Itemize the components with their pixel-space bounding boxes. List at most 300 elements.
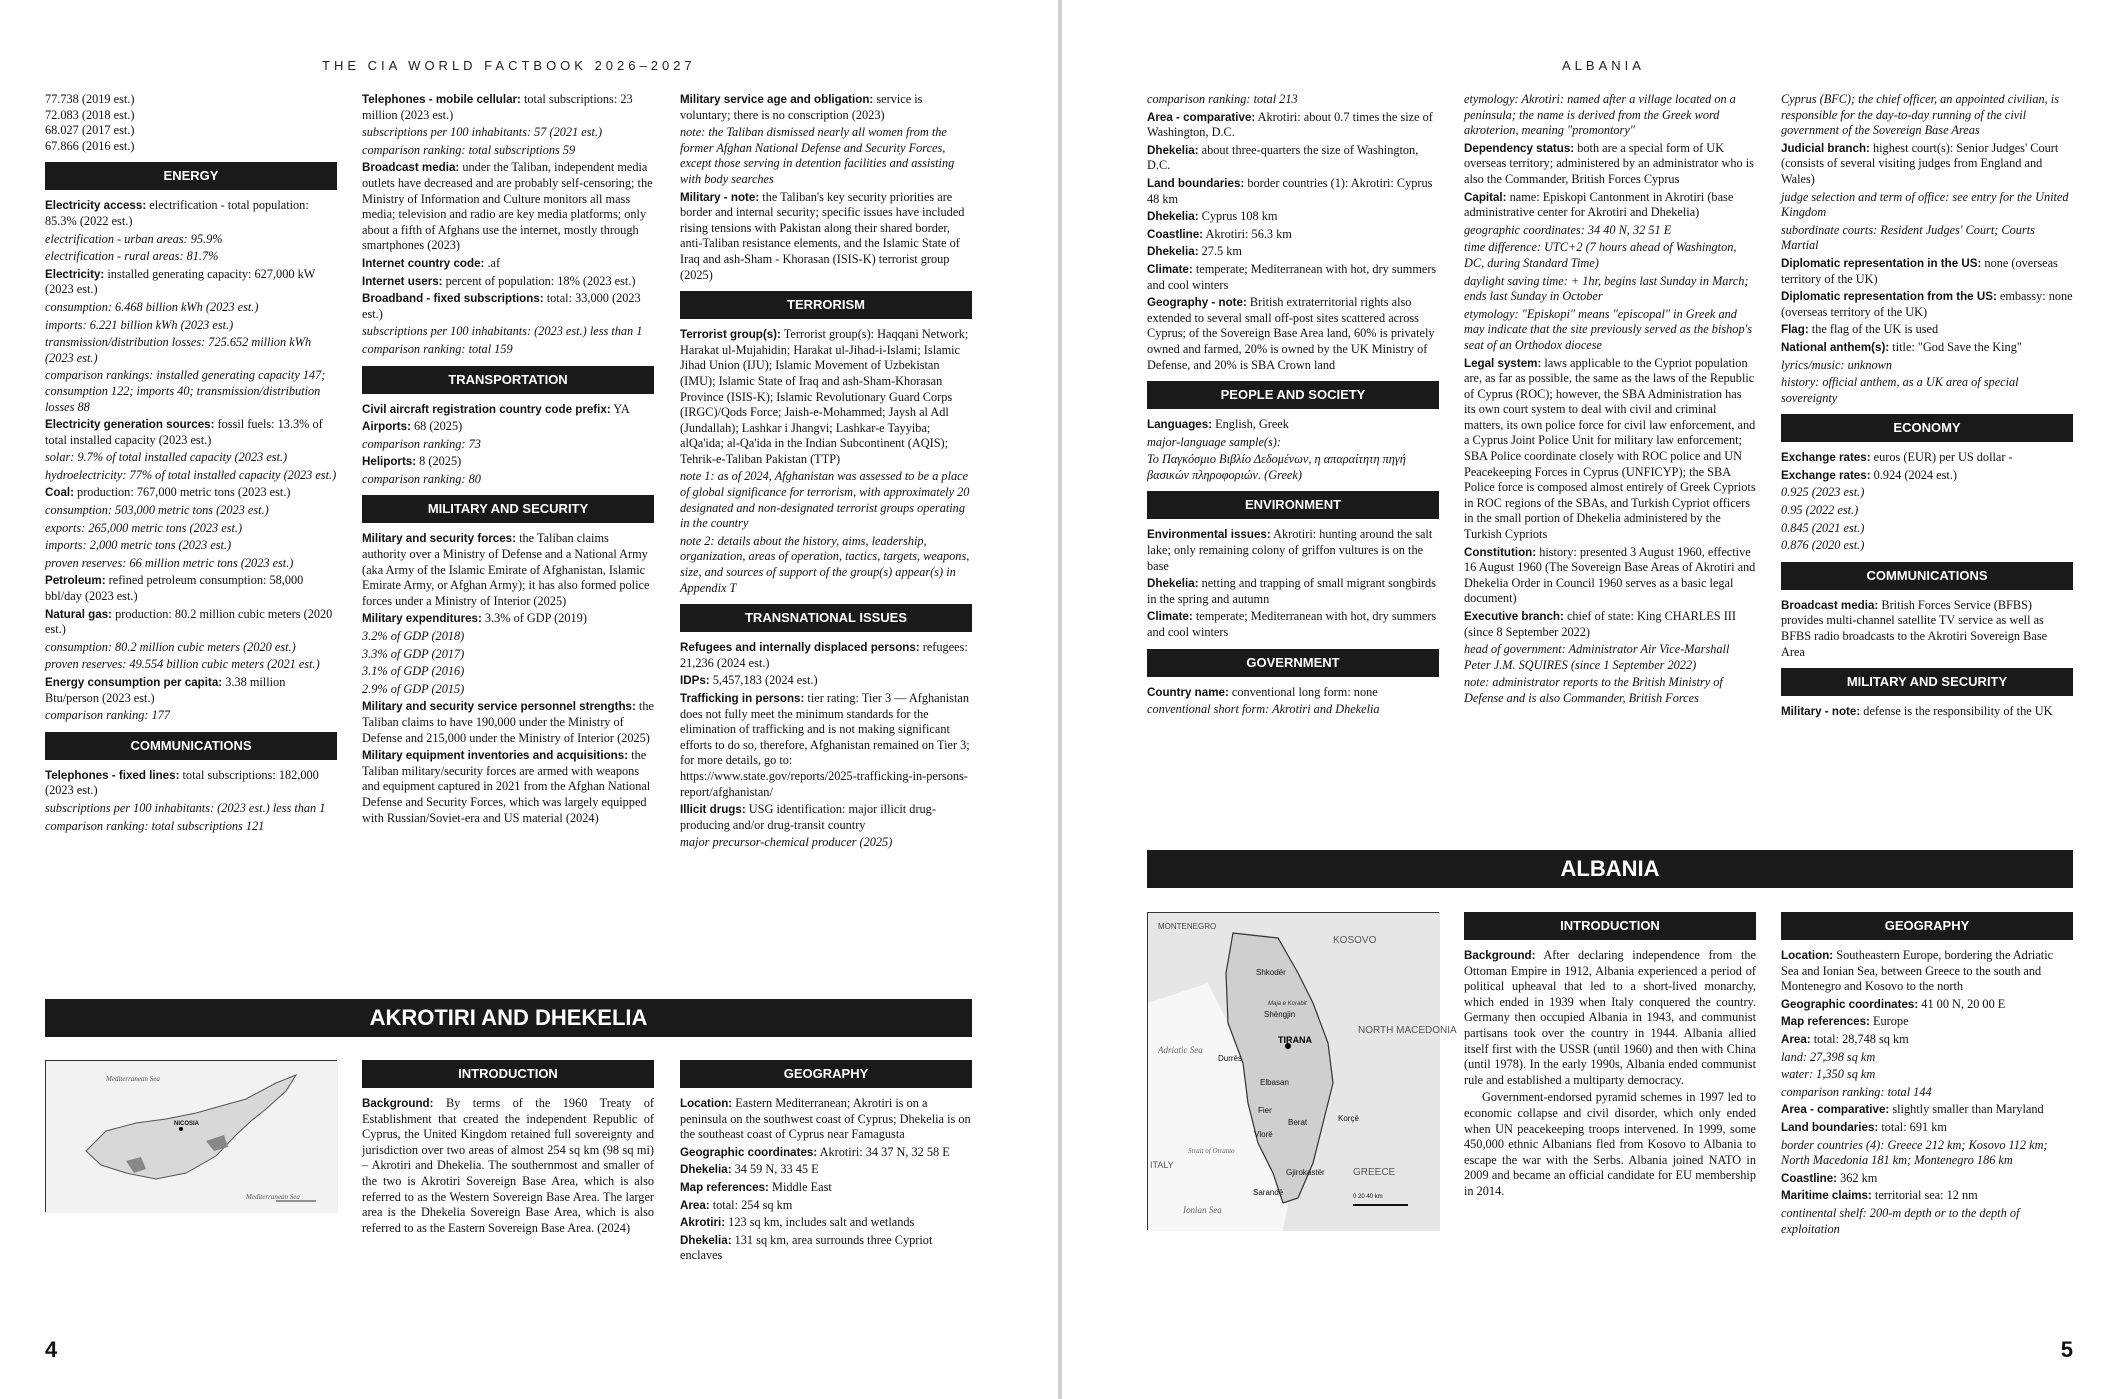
entry-value: comparison ranking: total subscriptions 121 [45,818,265,833]
entry [1147,702,1439,718]
entry [45,640,337,656]
entry [1781,1120,2073,1136]
entry-value: the Taliban military/security forces are armed with weapons and equipment captured in 2021 from the Afghan National Defense and Security Forces, which was largely equipped with Russian/Soviet-era and US material (2024) [362,748,651,825]
entry-key: Coastline: [1781,1171,1838,1185]
entry [45,335,337,366]
entry-key: Legal system: [1464,356,1542,370]
entry-value: etymology: "Episkopi" means "episcopal" in Greek and may indicate that the site previously served as the bishop's seat of an Orthodox diocese [1464,306,1753,352]
entry-value: proven reserves: 49.554 billion cubic meters (2021 est.) [45,657,320,672]
entry-key: Dhekelia: [1147,210,1199,224]
entry-value: note: the Taliban dismissed nearly all women from the former Afghan National Defense and Security Forces, except those serving in detention facilities and assisting with body searches [680,125,955,186]
entry-key: Energy consumption per capita: [45,676,223,689]
entry-value: comparison ranking: total 213 [1147,92,1298,106]
entry-key: Judicial branch: [1781,141,1870,155]
entry [1147,527,1439,574]
entry-key: Area: [1781,1032,1811,1046]
entry [1781,450,2073,466]
entry-key: Environmental issues: [1147,528,1271,542]
entry [1147,92,1439,108]
entry [680,673,972,689]
entry-value: comparison ranking: 177 [45,708,171,723]
map-label-sarande: Sarandë [1253,1188,1284,1197]
entry-value: 2.9% of GDP (2015) [362,681,465,696]
entry [1147,209,1439,225]
entry [45,232,337,248]
albania-intro-header: INTRODUCTION [1464,912,1756,940]
akrotiri-geo-column [680,1060,972,1266]
entry [362,143,654,159]
entry-value: conventional long form: none [1228,684,1378,699]
entry-value: Terrorist group(s): Haqqani Network; Harakat ul-Mujahidin; Harakat ul-Jihad-i-Islami; Islamic Jihad Union (IJU); Islamic Movement of Uzbekistan (IMU); Islamic State of Iraq and ash-Sham-Khorasan Province (ISIS-K); Islamic Revolutionary Guard Corps (IRGC)/Qods Force; Jaish-e-Mohammed; Jaysh al Adl (Jundallah); Lashkar i Jhangvi; Lashkar-e Tayyiba; alQa'ida; al-Qa'ida in the Indian Subcontinent (AQIS); Tehrik-e-Taliban Pakistan (TTP) [680,327,969,466]
akrotiri-intro-header: INTRODUCTION [362,1060,654,1088]
transnational-section [680,640,972,851]
entry [1781,485,2073,501]
map-scale-label: 0 20 40 km [1353,1194,1383,1200]
entry-value: installed generating capacity: 627,000 kW (2023 est.) [45,266,316,297]
government-continued-2 [1781,92,2073,406]
entry [1147,244,1439,260]
entry-key: Military expenditures: [362,612,482,626]
economy-section [1781,450,2073,554]
communications-section [1781,598,2073,660]
entry-key: Coal: [45,486,74,500]
entry [1147,295,1439,373]
right-column-1 [1147,92,1439,720]
entry [1781,468,2073,484]
entry [362,472,654,488]
entry [1464,675,1756,706]
entry [45,556,337,572]
entry [1781,948,2073,995]
entry-value: 131 sq km, area surrounds three Cypriot enclaves [680,1232,933,1263]
entry [680,534,972,596]
entry-value: temperate; Mediterranean with hot, dry summers and cool winters [1147,609,1437,640]
entry [1781,538,2073,554]
entry-key: Maritime claims: [1781,1189,1872,1203]
entry-value: Akrotiri: 56.3 km [1203,226,1292,241]
entry-key: Area - comparative: [1147,110,1256,124]
entry-key: Refugees and internally displaced persons: [680,641,920,655]
entry [1781,704,2073,720]
military-section [1781,704,2073,720]
entry-key: Capital: [1464,190,1507,204]
entry-value: chief of state: King CHARLES III (since 8 September 2022) [1464,609,1736,639]
entry-value: comparison ranking: total 159 [362,341,513,356]
left-column-2 [362,92,654,828]
entry-value: daylight saving time: + 1hr, begins last Sunday in March; ends last Sunday in October [1464,273,1749,304]
entry-value: comparison ranking: 80 [362,471,481,486]
entry-value: under the Taliban, independent media outlets have decreased and are probably self-censoring; the Ministry of Information and Culture monitors all mass media; television and radio are key media platforms; only about a fifth of Afghans use the internet, mostly through smartphones (2023) [362,160,653,253]
entry-key: Internet country code: [362,256,485,270]
entry-value: subscriptions per 100 inhabitants: (2023 est.) less than 1 [362,324,643,339]
entry-value: head of government: Administrator Air Vice-Marshall Peter J.M. SQUIRES (since 1 September 2022) [1464,642,1730,672]
entry-key: Dhekelia: [1147,245,1199,259]
entry [1464,642,1756,673]
entry [680,691,972,800]
entry-value: 0.95 (2022 est.) [1781,503,1859,518]
entry [1147,609,1439,640]
entry-value: judge selection and term of office: see entry for the United Kingdom [1781,189,2069,220]
capital-label: NICOSIA [174,1121,200,1127]
entry-value: embassy: none (overseas territory of the UK) [1781,289,2073,319]
entry-value: Cyprus 108 km [1198,209,1278,224]
entry [1464,545,1756,607]
entry [362,647,654,663]
map-label-adriatic: Adriatic Sea [1158,1045,1203,1055]
entry [362,748,654,826]
entry-key: Military and security forces: [362,532,516,546]
entry-value: British Forces Service (BFBS) provides multi-channel satellite TV service as well as BFBS radio broadcasts to the Akrotiri Sovereign Base Area [1781,597,2048,659]
entry-key: Internet users: [362,274,443,288]
map-label-north-macedonia: NORTH MACEDONIA [1358,1025,1457,1036]
entry-value: 3.38 million Btu/person (2023 est.) [45,675,286,705]
military-header: MILITARY AND SECURITY [1781,668,2073,696]
right-column-3 [1781,92,2073,722]
entry-key: National anthem(s): [1781,340,1890,354]
map-label-italy: ITALY [1150,1160,1174,1170]
entry [1464,240,1756,271]
entry-value: the Taliban claims to have 190,000 under the Ministry of Defense and 215,000 under the Ministry of Interior (2025) [362,699,654,745]
entry-key: Civil aircraft registration country code prefix: [362,402,611,416]
entry-value: consumption: 80.2 million cubic meters (2020 est.) [45,639,296,654]
albania-geo-column [1781,912,2073,1239]
entry [362,437,654,453]
entry-value: total: 33,000 (2023 est.) [362,291,641,321]
entry-value: Europe [1869,1014,1909,1029]
entry-key: Broadband - fixed subscriptions: [362,292,544,306]
entry-key: Location: [680,1097,733,1110]
map-label-korce: Korçë [1338,1114,1359,1123]
running-head: ALBANIA [1562,58,1645,73]
entry [1464,92,1756,139]
entry-value: about three-quarters the size of Washington, D.C. [1147,142,1419,173]
entry-value: production: 80.2 million cubic meters (2020 est.) [45,606,333,637]
entry-value: major-language sample(s): [1147,434,1281,449]
running-head: THE CIA WORLD FACTBOOK 2026–2027 [322,58,696,73]
entry [680,190,972,284]
entry [1781,289,2073,320]
entry-key: Constitution: [1464,545,1537,559]
entry-key: Military service age and obligation: [680,93,874,106]
transportation-header: TRANSPORTATION [362,366,654,394]
entry-value: euros (EUR) per US dollar - [1870,450,2013,465]
entry-value: territorial sea: 12 nm [1871,1188,1978,1203]
entry-key: Diplomatic representation in the US: [1781,256,1982,270]
entry [1781,1138,2073,1169]
entry-key: Flag: [1781,323,1809,337]
text-line: 77.738 (2019 est.) [45,92,135,106]
entry [1781,1032,2073,1048]
entry-value: Akrotiri: about 0.7 times the size of Washington, D.C. [1147,109,1433,140]
entry-key: Exchange rates: [1781,468,1871,482]
entry-key: Diplomatic representation from the US: [1781,290,1997,304]
left-column-1 [45,92,337,836]
transnational-header: TRANSNATIONAL ISSUES [680,604,972,632]
entry [1781,1067,2073,1083]
entry-value: electrification - urban areas: 95.9% [45,231,223,246]
entry-key: Electricity: [45,267,105,281]
entry-key: Climate: [1147,262,1193,276]
entry-value: slightly smaller than Maryland [1889,1102,2044,1117]
entry-value: service is voluntary; there is no conscription (2023) [680,92,923,122]
map-label-kosovo: KOSOVO [1333,935,1377,946]
entry-value: hydroelectricity: 77% of total installed capacity (2023 est.) [45,467,337,482]
entry [1147,227,1439,243]
entry [45,300,337,316]
entry [45,249,337,265]
entry [45,198,337,229]
entry-key: Military - note: [1781,705,1861,719]
entry-value: highest court(s): Senior Judges' Court (consists of several visiting judges from England and Wales) [1781,140,2059,186]
entry [362,92,654,123]
terrorism-section [680,327,972,596]
communications-header: COMMUNICATIONS [45,732,337,760]
entry [45,521,337,537]
entry [680,1096,972,1143]
entry-value: comparison ranking: total 144 [1781,1084,1932,1099]
entry-key: Military and security service personnel strengths: [362,700,636,714]
entry-value: total: 254 sq km [709,1197,793,1212]
entry-value: Middle East [768,1179,832,1194]
entry-value: border countries (1): Akrotiri: Cyprus 48 km [1147,175,1433,206]
albania-geo-header: GEOGRAPHY [1781,912,2073,940]
entry-value: proven reserves: 66 million metric tons (2023 est.) [45,555,294,570]
entry-value: 27.5 km [1198,244,1242,259]
entry [680,1180,972,1196]
entry-key: Geographic coordinates: [1781,997,1919,1011]
map-label-tirana: TIRANA [1278,1035,1312,1045]
entry [45,417,337,448]
entry [45,708,337,724]
environment-section [1147,527,1439,640]
entry-value: subscriptions per 100 inhabitants: 57 (2021 est.) [362,125,603,140]
entry [45,503,337,519]
akrotiri-intro-column [362,1060,654,1238]
entry [680,327,972,467]
entry-value: 362 km [1837,1170,1878,1185]
entry-value: 68 (2025) [410,419,463,434]
entry-value: 0.876 (2020 est.) [1781,538,1865,553]
entry-value: 41 00 N, 20 00 E [1918,996,2006,1011]
map-label-fier: Fier [1258,1106,1272,1115]
albania-banner: ALBANIA [1147,850,2073,888]
government-section [1147,685,1439,718]
population-lines [45,92,337,154]
entry-value: Akrotiri: hunting around the salt lake; only remaining colony of griffon vultures is on the base [1147,527,1433,573]
entry-key: Terrorist group(s): [680,328,781,342]
akrotiri-banner: AKROTIRI AND DHEKELIA [45,999,972,1037]
entry [1464,223,1756,239]
entry-value: 123 sq km, includes salt and wetlands [725,1215,915,1230]
entry-key: Akrotiri: [680,1216,726,1230]
entry-key: Dhekelia: [680,1233,732,1247]
map-label-otranto: Strait of Otranto [1188,1147,1235,1155]
entry-key: Coastline: [1147,227,1204,241]
entry-value: electrification - rural areas: 81.7% [45,249,219,264]
albania-geo-section [1781,948,2073,1237]
right-page [1062,0,2118,1399]
entry-value: refugees: 21,236 (2024 est.) [680,640,968,670]
entry [1781,503,2073,519]
entry-value: subscriptions per 100 inhabitants: (2023 est.) less than 1 [45,800,326,815]
entry [45,657,337,673]
transportation-section [362,402,654,488]
entry-key: Map references: [680,1180,769,1194]
entry-value: 3.3% of GDP (2019) [481,611,587,626]
entry-value: Akrotiri: 34 37 N, 32 58 E [817,1144,950,1159]
terrorism-header: TERRORISM [680,291,972,319]
entry-value: 0.925 (2023 est.) [1781,485,1865,500]
entry [1781,1188,2073,1204]
entry-key: Location: [1781,949,1834,962]
entry [362,274,654,290]
entry [1781,375,2073,406]
entry-value: comparison rankings: installed generating capacity 147; consumption 122; imports 40; transmission/distribution losses 88 [45,368,326,414]
entry [45,675,337,706]
entry-key: Land boundaries: [1781,1120,1879,1134]
entry-value: comparison ranking: total subscriptions 59 [362,142,576,157]
entry-value: fossil fuels: 13.3% of total installed capacity (2023 est.) [45,417,323,447]
entry [362,664,654,680]
energy-header: ENERGY [45,162,337,190]
entry-value: total subscriptions: 23 million (2023 est.) [362,92,633,122]
entry [1781,358,2073,374]
entry [1781,1014,2073,1030]
entry-value: exports: 265,000 metric tons (2023 est.) [45,520,243,535]
entry-value: 0.924 (2024 est.) [1870,467,1957,482]
entry-value: British extraterritorial rights also extended to several small off-post sites scattered across Cyprus; of the Sovereign Base Area land, 60% is privately owned and farmed, 20% is owned by the UK Ministry of Defense, and 20% is SBA Crown land [1147,295,1435,372]
entry-value: total: 691 km [1878,1119,1947,1134]
entry-value: solar: 9.7% of total installed capacity (2023 est.) [45,450,288,465]
entry-value: conventional short form: Akrotiri and Dhekelia [1147,702,1380,717]
entry-value: 3.3% of GDP (2017) [362,646,465,661]
entry-key: Petroleum: [45,574,106,588]
entry [1781,256,2073,287]
entry [1781,223,2073,254]
entry [1781,521,2073,537]
map-label-ionian: Ionian Sea [1183,1205,1222,1215]
left-page [0,0,1058,1399]
entry [362,160,654,254]
entry [1464,609,1756,640]
entry-key: Trafficking in persons: [680,692,805,705]
entry [1147,452,1439,483]
entry-value: border countries (4): Greece 212 km; Kosovo 112 km; North Macedonia 181 km; Montenegro 186 km [1781,1137,2048,1168]
entry-key: Map references: [1781,1015,1870,1029]
entry-value: consumption: 503,000 metric tons (2023 est.) [45,503,269,518]
entry [362,629,654,645]
entry-key: Dhekelia: [1147,577,1199,591]
entry-key: Area: [680,1198,710,1212]
entry-value: Το Παγκόσμιο Βιβλίο Δεδομένων, η απαραίτητη πηγή βασικών πληροφοριών. (Greek) [1147,452,1406,482]
entry-value: 34 59 N, 33 45 E [731,1162,819,1177]
entry-value: note: administrator reports to the British Ministry of Defense and is also Commander, British Forces [1464,675,1723,705]
entry [362,682,654,698]
entry [1464,307,1756,354]
entry-key: Military - note: [680,190,760,204]
albania-background: Background: After declaring independence from the Ottoman Empire in 1912, Albania experienced a period of political upheaval that led to a short-lived monarchy, which ended in 1939 when Italy conquered the country. Germany then occupied Albania in 1943, and communist partisans took over the country in 1944. Albania allied itself first with the USSR (until 1960) and then with China (until 1978). In the early 1990s, Albania ended communist rule and established a multiparty democracy. [1464,948,1756,1087]
entry [362,125,654,141]
environment-header: ENVIRONMENT [1147,491,1439,519]
entry [45,450,337,466]
sea-label-top: Mediterranean Sea [106,1075,160,1083]
geography-continued [1147,92,1439,373]
entry [680,1233,972,1264]
page-number: 5 [2060,1337,2073,1362]
entry [1781,1206,2073,1237]
entry [1464,190,1756,221]
entry-value: total subscriptions: 182,000 (2023 est.) [45,767,319,798]
entry-value: lyrics/music: unknown [1781,357,1892,372]
communications-header: COMMUNICATIONS [1781,562,2073,590]
entry-key: Airports: [362,420,411,434]
entry-key: Climate: [1147,610,1193,624]
entry [362,256,654,272]
entry [1464,141,1756,188]
map-label-greece: GREECE [1353,1167,1396,1178]
entry [45,318,337,334]
entry [1781,598,2073,660]
entry-key: Dependency status: [1464,141,1575,155]
entry-key: Broadcast media: [1781,598,1879,612]
text-line: 67.866 (2016 est.) [45,138,135,153]
cyprus-map-svg [46,1061,338,1213]
entry-key: Natural gas: [45,607,113,621]
entry-value: continental shelf: 200-m depth or to the depth of exploitation [1781,1205,2020,1236]
communications-section [45,768,337,834]
entry-value: .af [484,255,501,270]
entry-value: percent of population: 18% (2023 est.) [442,273,636,288]
entry-value: water: 1,350 sq km [1781,1067,1876,1082]
entry-value: tier rating: Tier 3 — Afghanistan does not fully meet the minimum standards for the elimination of trafficking and is not making significant efforts to do so, therefore, Afghanistan remained on Tier 3; for more details, go to: https://www.state.gov/reports/2025-trafficking-in-persons-report/afghanistan/ [680,691,970,799]
entry-value: 3.2% of GDP (2018) [362,629,465,644]
entry-value: defense is the responsibility of the UK [1860,704,2053,719]
text-line: 72.083 (2018 est.) [45,107,135,122]
entry [362,342,654,358]
map-label-berat: Berat [1288,1118,1308,1127]
entry [45,607,337,638]
entry-value: title: "God Save the King" [1889,339,2022,354]
entry [1147,417,1439,433]
entry [1147,176,1439,207]
entry [1781,141,2073,188]
entry [362,324,654,340]
entry [1781,1085,2073,1101]
entry-value: major precursor-chemical producer (2025) [680,835,893,850]
entry-key: Electricity generation sources: [45,418,215,432]
entry [362,454,654,470]
entry [45,768,337,799]
entry-value: history: presented 3 August 1960, effective 16 August 1960 (The Sovereign Base Areas of Akrotiri and Dhekelia Order in Council 1960 serves as a basic legal document) [1464,544,1756,606]
military-service-section [680,92,972,283]
entry [680,1198,972,1214]
entry [45,819,337,835]
entry-value: production: 767,000 metric tons (2023 est.) [73,485,291,500]
sea-label-bottom: Mediterranean Sea [246,1193,300,1201]
entry-value: history: official anthem, as a UK area of special sovereignty [1781,375,2019,405]
albania-map [1147,912,1457,1230]
government-header: GOVERNMENT [1147,649,1439,677]
entry [680,640,972,671]
entry [1464,274,1756,305]
entry [680,469,972,531]
entry-value: consumption: 6.468 billion kWh (2023 est.) [45,299,259,314]
people-section [1147,417,1439,483]
entry-value: Cyprus (BFC); the chief officer, an appointed civilian, is responsible for the day-to-day running of the civil government of the Sovereign Base Areas [1781,92,2059,138]
entry [45,468,337,484]
entry-value: subordinate courts: Resident Judges' Court; Courts Martial [1781,222,2035,253]
entry [1147,576,1439,607]
